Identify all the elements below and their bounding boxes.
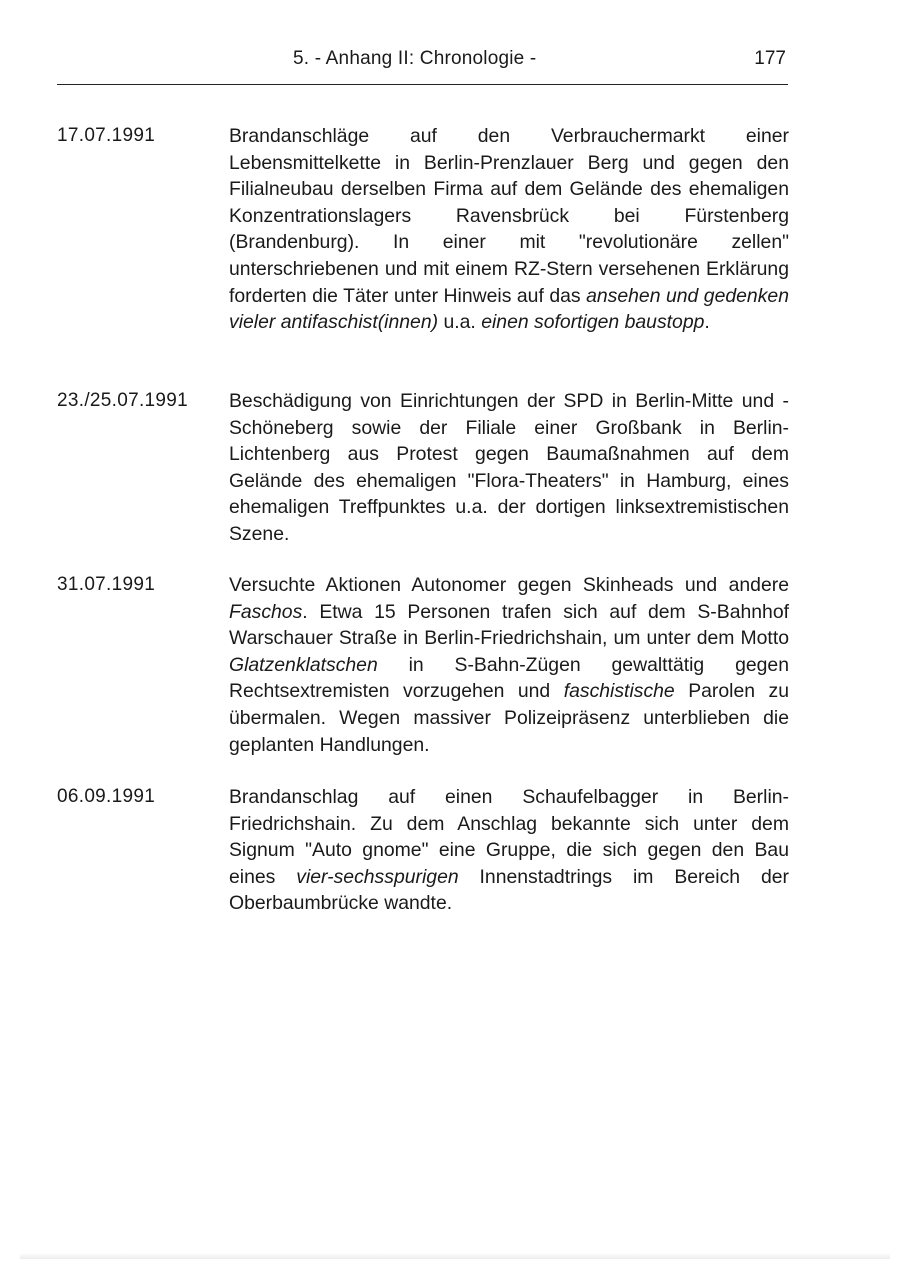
entry-text-part: Beschädigung von Einrichtungen der SPD in Berlin-Mitte und -Schöneberg sowie der Filiale einer Großbank in Berlin-Lichtenberg aus Protest gegen Baumaßnahmen auf dem Gelände des ehemaligen "Flora-Theaters" in Hamburg, eines ehemaligen Treffpunktes u.a. der dortigen linksextremistischen Szene. <box>229 390 789 545</box>
entry-text-italic: vier-sechsspurigen <box>296 865 459 888</box>
entry-text-italic: Glatzenklatschen <box>229 653 378 676</box>
entry-text-part: Brandanschläge auf den Verbrauchermarkt einer Lebensmittelkette in Berlin-Prenzlauer Berg und gegen den Filialneubau derselben Firma auf dem Gelände des ehemaligen Konzentrationslagers Ravensbrück bei Fürstenberg (Brandenburg). In einer mit "revolutionäre zellen" unterschriebenen und mit einem RZ-Stern versehenen Erklärung forderten die Täter unter Hinweis auf das <box>229 125 789 307</box>
entry-text-italic: einen sofortigen baustopp <box>481 311 705 334</box>
entry-text-part: in S-Bahn-Zügen gewalttätig gegen Rechtsextremisten vorzugehen und <box>229 653 789 703</box>
entry-date: 06.09.1991 <box>57 786 156 807</box>
entry-text-italic: ansehen und gedenken vieler antifaschist(innen) <box>229 284 789 334</box>
entry-text <box>229 123 789 336</box>
entry-text-part: Parolen zu übermalen. Wegen massiver Polizeipräsenz unterblieben die geplanten Handlungen. <box>229 680 789 756</box>
entry-text-part: . Etwa 15 Personen trafen sich auf dem S-Bahnhof Warschauer Straße in Berlin-Friedrichshain, um unter dem Motto <box>229 600 789 650</box>
entry-text-part: Versuchte Aktionen Autonomer gegen Skinheads und andere <box>229 574 789 596</box>
entry-date: 17.07.1991 <box>57 125 156 146</box>
entry-text <box>229 572 789 758</box>
entry-text-part: u.a. <box>438 311 482 334</box>
entry-text-italic: faschistische <box>563 680 675 703</box>
entry-date: 31.07.1991 <box>57 574 156 595</box>
scan-edge-shadow <box>20 1253 890 1259</box>
entry-text <box>229 784 789 917</box>
page-header <box>57 44 788 85</box>
entry-text-part: Innenstadtrings im Bereich der Oberbaumbrücke wandte. <box>229 865 790 915</box>
entry-text <box>229 388 789 548</box>
entry-text-part: Brandanschlag auf einen Schaufelbagger in Berlin-Friedrichshain. Zu dem Anschlag bekannte sich unter dem Signum "Auto gnome" eine Gruppe, die sich gegen den Bau eines <box>229 786 789 888</box>
entry-date: 23./25.07.1991 <box>57 390 188 411</box>
entry-text-italic: Faschos <box>229 600 303 623</box>
entry-text-part: . <box>704 311 710 334</box>
running-title: 5. - Anhang II: Chronologie - <box>293 48 537 69</box>
page-number: 177 <box>754 48 786 69</box>
